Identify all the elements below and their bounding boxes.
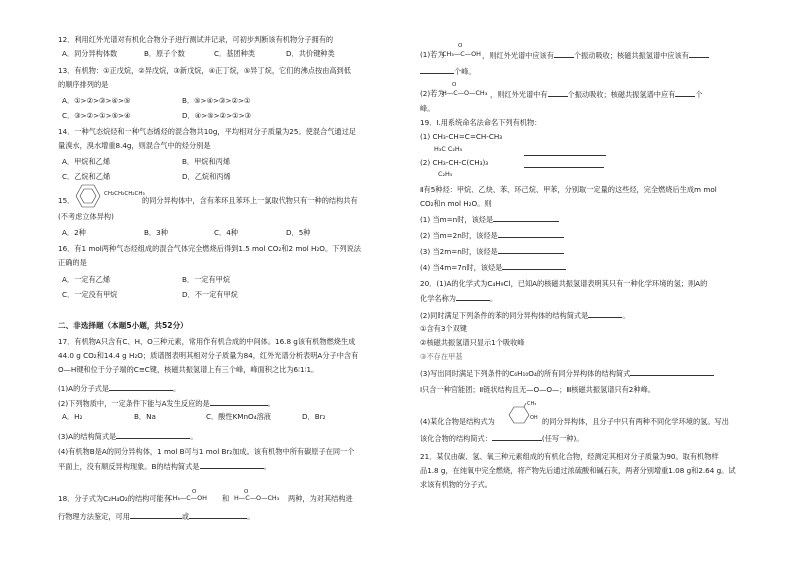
q16-stem-2: 正确的是 (58, 258, 87, 267)
q14-option-a: A．甲烷和乙烯 (62, 157, 111, 166)
q15-stem-2: (不考虑立体异构) (58, 212, 114, 221)
answer-blank[interactable] (420, 66, 454, 74)
q12-option-a: A．同分异构体数 (62, 49, 118, 58)
q18-formula-1-o: O (192, 489, 197, 495)
q14-option-c: C．乙烷和乙烯 (62, 172, 111, 181)
answer-blank[interactable] (554, 50, 574, 58)
q20-cond-3: ③不存在甲基 (420, 352, 463, 361)
q17-option-a: A．H₂ (62, 412, 83, 421)
q19-case-1: (1) 当m=n时，该烃是 (420, 214, 559, 224)
answer-blank[interactable] (524, 160, 604, 168)
q15-number: 15． (58, 196, 75, 205)
q19-case-2: (2) 当m=2n时，该烃是 (420, 230, 564, 240)
q13-option-b: B．⑤>④>③>②>① (182, 96, 251, 105)
q18-line-2: 行物理方法鉴定，可用 或 。 (58, 512, 255, 521)
q14-stem-2: 量溴水，溴水增重8.4g，则混合气中的烃分别是 (58, 141, 211, 150)
q19-heading: 19．Ⅰ.用系统命名法命名下列有机物： (420, 118, 542, 127)
q17-line-2: 44.0 g CO₂和14.4 g H₂O；质谱图表明其相对分子质量为84，红外光谱分析表明A分子中含有 (58, 351, 359, 360)
answer-blank[interactable] (498, 230, 564, 238)
q20-line-6b: 的同分异构体，且分子中只有两种不同化学环境的氢。写出 (542, 417, 729, 426)
answer-blank[interactable] (130, 511, 182, 519)
answer-blank[interactable] (588, 310, 622, 318)
q16-option-c: C．一定没有甲烷 (62, 290, 118, 299)
q12-option-c: C．基团种类 (214, 49, 255, 58)
q15-option-a: A．2种 (62, 228, 86, 237)
q16-stem-1: 16．有1 mol两种气态烃组成的混合气体完全燃烧后得到1.5 mol CO₂和2 mol H₂O。下列说法 (58, 244, 361, 253)
q14-option-b: B．甲烷和丙烯 (182, 157, 231, 166)
answer-blank[interactable] (210, 398, 268, 406)
answer-blank[interactable] (630, 368, 714, 376)
q20-line-1: 20．(1)A的化学式为C₄H₉Cl，已知A的核磁共振氢谱表明其只有一种化学环境的氢；则A的 (420, 279, 708, 288)
q21-line-2: 品1.8 g，在纯氧中完全燃烧，将产物先后通过浓硫酸和碱石灰，两者分别增重1.08 g和2.64 g。试 (420, 466, 736, 475)
q17-line-1: 17．有机物A只含有C、H、O三种元素，常用作有机合成的中间体。16.8 g该有机物燃烧生成 (58, 337, 356, 346)
q14-stem-1: 14．一种气态烷烃和一种气态烯烃的混合物共10g，平均相对分子质量为25。使混合气通过足 (58, 127, 356, 136)
q15-option-c: C．4种 (214, 228, 238, 237)
q17-line-3: O—H键和位于分子端的C≡C键，核磁共振氢谱上有三个峰，峰面积之比为6∶1∶1。 (58, 365, 319, 374)
q15-side-chain: CH₂CH₂CH₂CH₃ (104, 191, 145, 197)
q15-stem: 的同分异构体中，含有苯环且苯环上一氯取代物只有一种的结构共有 (142, 196, 358, 205)
q20-line-2: 化学名称为 。 (420, 294, 498, 303)
q21-line-1: 21．某仅由碳、氢、氧三种元素组成的有机化合物，经测定其相对分子质量为90。取有机物样 (420, 452, 719, 461)
q20-line-4: (3)写出同时满足下列条件的C₆H₁₀O₄的所有同分异构体的结构简式 (420, 368, 714, 378)
q20-line-7: 该化合物的结构简式： (任写一种)。 (420, 434, 584, 443)
benzene-ring-icon (74, 184, 104, 210)
answer-blank[interactable] (492, 433, 542, 441)
q18-and: 和 (222, 494, 230, 503)
q19-part2-line-2: CO₂和n mol H₂O。则 (420, 199, 492, 208)
q20-cond-1: ①含有3个双键 (420, 324, 467, 333)
q19-item-1-substituents: H₃C C₂H₅ (434, 145, 463, 153)
q18-2-formula: H—C—O—CH₃ (442, 89, 488, 97)
q18-1-formula-o: O (458, 43, 463, 49)
q17-sub-1: (1)A的分子式是 。 (58, 384, 181, 393)
answer-blank[interactable] (689, 50, 709, 58)
q16-option-b: B．一定有甲烷 (182, 275, 231, 284)
q19-item-2-substituent: C₂H₅ (438, 170, 453, 178)
q17-option-d: D．Br₂ (302, 412, 326, 421)
q17-sub-3: (3)A的结构简式是 。 (58, 432, 198, 441)
q21-line-3: 求该有机物的分子式。 (420, 480, 492, 489)
q18-stem-suffix: 两种，为对其结构进 (288, 494, 353, 503)
answer-blank[interactable] (200, 461, 264, 469)
q18-2-line-2: 峰。 (420, 104, 435, 113)
q17-option-c: C．酸性KMnO₄溶液 (206, 412, 271, 421)
ring-substituent-hydroxyl: OH (530, 415, 538, 421)
q15-option-d: D．5种 (286, 228, 311, 237)
q19-item-2: (2) CH₃-CH-C(CH₃)₃ (420, 158, 489, 167)
answer-blank[interactable] (189, 511, 247, 519)
q12-stem: 12．利用红外光谱对有机化合物分子进行测试并记录，可初步判断该有机物分子拥有的 (58, 35, 334, 44)
q19-case-3: (3) 当2m=n时，该烃是 (420, 246, 564, 256)
q13-option-a: A．①>②>③>④>⑤ (62, 96, 131, 105)
q13-option-c: C．③>②>①>⑤>④ (62, 111, 131, 120)
q19-case-4: (4) 当4m=7n时，该烃是 (420, 262, 566, 272)
q20-cond-2: ②核磁共振氢谱只显示1个吸收峰 (420, 338, 525, 347)
answer-blank[interactable] (548, 89, 568, 97)
q18-1-line-2: 个峰。 (420, 66, 476, 76)
left-column (58, 0, 418, 562)
q13-stem-1: 13．有机物：①正戊烷，②异戊烷，③新戊烷，④正丁烷，⑤异丁烷，它们的沸点按由高到低 (58, 66, 351, 75)
q18-2-formula-o: O (452, 82, 457, 88)
q14-option-d: D．乙烷和丙烯 (182, 172, 231, 181)
section-2-heading: 二、非选择题（本题5小题，共52分） (58, 321, 188, 330)
answer-blank[interactable] (502, 262, 566, 270)
q18-1-prefix: (1)若为 (420, 50, 445, 59)
q18-formula-2: H—C—O—CH₃ (234, 494, 280, 502)
answer-blank[interactable] (675, 89, 695, 97)
q18-stem-prefix: 18．分子式为C₂H₄O₂的结构可能有 (58, 494, 171, 503)
answer-blank[interactable] (493, 214, 559, 222)
q20-line-6a: (4)某化合物是结构式为 (420, 417, 495, 426)
answer-blank[interactable] (498, 246, 564, 254)
answer-blank[interactable] (524, 148, 606, 156)
answer-blank[interactable] (116, 431, 190, 439)
q20-line-5: Ⅰ只含一种官能团；Ⅱ链状结构且无—O—O—；Ⅲ核磁共振氢谱只有2种峰。 (420, 385, 655, 394)
q18-formula-1: CH₃—C—OH (168, 494, 207, 502)
q16-option-d: D．不一定有甲烷 (182, 290, 238, 299)
q17-option-b: B．Na (134, 412, 156, 421)
q12-option-d: D．共价键种类 (286, 49, 335, 58)
q18-formula-2-o: O (244, 489, 249, 495)
q12-option-b: B．原子个数 (144, 49, 185, 58)
q17-sub-4-1: (4)有机物B是A的同分异构体，1 mol B可与1 mol Br₂加成。该有机物中所有碳原子在同一个 (58, 447, 355, 456)
answer-blank[interactable] (109, 383, 173, 391)
q19-part2-line-1: Ⅱ有5种烃：甲烷、乙炔、苯、环己烷、甲苯，分别取一定量的这些烃，完全燃烧后生成m mol (420, 185, 717, 194)
q18-1-text: ，则红外光谱中应该有 个振动吸收；核磁共振氢谱中应该有 (482, 50, 709, 60)
q17-sub-2: (2)下列物质中，一定条件下能与A发生反应的是 。 (58, 399, 275, 408)
q13-option-d: D．④>⑤>②>①>③ (182, 111, 252, 120)
q20-line-3: (2)同时满足下列条件的苯的同分异构体的结构简式是 。 (420, 311, 630, 320)
q19-item-1: (1) CH₃-CH=C=CH-CH₃ (420, 132, 503, 141)
ring-substituent-methyl: CH₃ (527, 401, 537, 407)
q15-option-b: B．3种 (144, 228, 168, 237)
q16-option-a: A．一定有乙烯 (62, 275, 111, 284)
q18-2-prefix: (2)若为 (420, 89, 445, 98)
q17-sub-4-2: 平面上，没有顺反异构现象。B的结构简式是 。 (58, 462, 271, 471)
q18-2-text: ，则红外光谱中有 个振动吸收；核磁共振氢谱中应有 个 (490, 90, 703, 99)
q13-stem-2: 的顺序排列的是 (58, 80, 109, 89)
right-column (420, 0, 780, 562)
q18-1-formula: CH₃—C—OH (442, 50, 481, 58)
answer-blank[interactable] (456, 293, 490, 301)
